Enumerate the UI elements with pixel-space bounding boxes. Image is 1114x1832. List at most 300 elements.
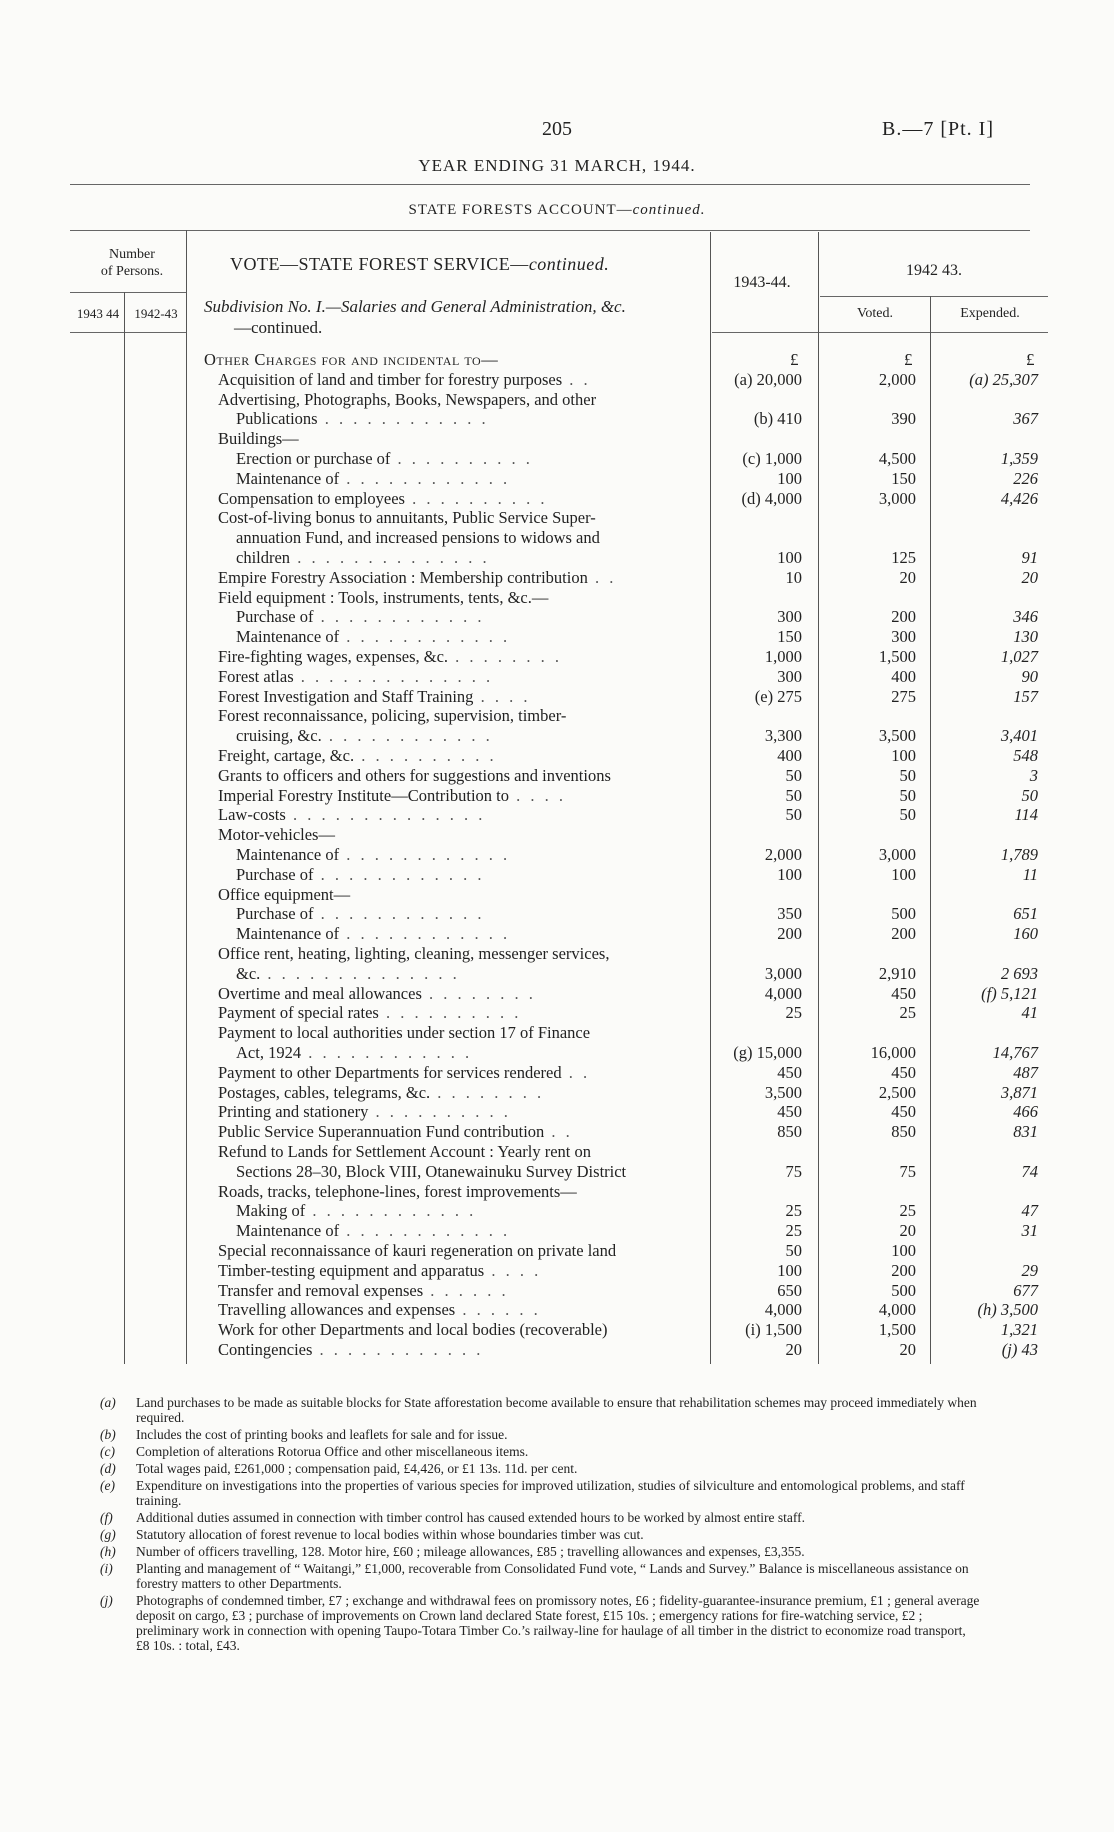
footnote-mark: (f) — [100, 1510, 113, 1525]
row-label — [218, 885, 350, 904]
value-expended: 3,401 — [1000, 726, 1038, 746]
footnote — [100, 1593, 980, 1653]
row-leader-dots: . . . . . . . . . . — [368, 1102, 511, 1122]
footnote-mark: (c) — [100, 1444, 115, 1459]
row-leader-dots: . . — [561, 1062, 591, 1082]
row-label-text: children — [236, 548, 291, 567]
account-title-text: STATE FORESTS ACCOUNT— — [408, 202, 633, 218]
value-voted: 100 — [891, 746, 916, 765]
row-leader-dots: . . . . . . . . — [448, 647, 563, 666]
row-leader-dots: . . — [587, 567, 617, 587]
value-1943-44: (e) 275 — [754, 686, 802, 706]
row-label — [218, 687, 530, 706]
table-row — [0, 469, 1114, 488]
row-label-text: Cost-of-living bonus to annuitants, Public Service Super- — [218, 508, 596, 528]
footnote-text: Land purchases to be made as suitable blocks for State afforestation become available to ensure that rehabilitation schemes may proceed immediately when required. — [136, 1395, 977, 1425]
row-label — [218, 667, 493, 686]
row-label — [218, 429, 299, 448]
footnote-mark: (h) — [100, 1544, 116, 1559]
row-leader-dots: . . . . . . . . — [421, 983, 536, 1003]
row-label-text: &c. — [236, 963, 261, 983]
row-label — [236, 924, 510, 943]
value-expended: 831 — [1013, 1122, 1038, 1142]
footnote — [100, 1527, 980, 1542]
value-expended: 1,321 — [1000, 1320, 1038, 1340]
row-leader-dots: . . . . . . . . . . — [390, 449, 533, 468]
row-label-text: Office equipment— — [218, 884, 351, 904]
row-label-text: Grants to officers and others for suggestions and inventions — [218, 765, 611, 785]
value-voted: 3,000 — [878, 845, 916, 864]
value-expended: 226 — [1013, 468, 1038, 488]
value-expended: 3 — [1029, 765, 1038, 785]
footnote — [100, 1510, 980, 1525]
row-label-text: Overtime and meal allowances — [218, 983, 422, 1003]
value-expended: 11 — [1022, 864, 1038, 884]
table-row — [0, 1142, 1114, 1161]
row-label — [218, 786, 566, 805]
row-leader-dots: . . . . . . . . . . . . — [339, 924, 511, 944]
row-label — [218, 1122, 573, 1141]
row-label — [218, 1261, 541, 1280]
row-label-text: cruising, &c. — [236, 726, 322, 746]
table-row — [0, 370, 1114, 389]
row-label — [218, 944, 609, 963]
value-expended: 20 — [1021, 567, 1038, 587]
row-leader-dots: . . . . . . . . . . . . — [305, 1201, 477, 1221]
row-label — [236, 528, 600, 547]
row-label — [236, 964, 460, 983]
row-label-text: Forest Investigation and Staff Training — [218, 686, 474, 706]
value-voted: 450 — [891, 1062, 916, 1082]
table-row — [0, 350, 1114, 369]
table-row — [0, 865, 1114, 884]
row-label-text: Purchase of — [236, 607, 314, 627]
currency-voted: £ — [904, 350, 913, 369]
value-voted: 200 — [891, 924, 916, 944]
row-label — [236, 1201, 476, 1220]
row-label-text: Office rent, heating, lighting, cleaning, messenger services, — [218, 944, 610, 963]
subdivision-text: Subdivision No. I.—Salaries and General Administration, &c. — [204, 297, 626, 316]
row-label — [218, 1003, 521, 1022]
column-header-voted: Voted. — [857, 306, 893, 321]
value-expended: 157 — [1013, 686, 1038, 706]
table-row — [0, 1320, 1114, 1339]
value-1943-44: 100 — [777, 468, 802, 488]
row-label-text: Payment to other Departments for services rendered — [218, 1062, 562, 1082]
value-expended: 2 693 — [1000, 963, 1038, 983]
table-row — [0, 766, 1114, 785]
subdivision-continued: —continued. — [234, 318, 323, 337]
row-label-text: Special reconnaissance of kauri regeneration on private land — [218, 1241, 617, 1260]
row-leader-dots: . . . . . . . . . . . . . . — [285, 805, 486, 825]
value-expended: 367 — [1013, 409, 1038, 429]
value-voted: 1,500 — [878, 647, 916, 666]
table-row — [0, 1261, 1114, 1280]
table-row — [0, 964, 1114, 983]
footnote-mark: (i) — [100, 1561, 113, 1576]
row-label — [218, 825, 335, 844]
value-voted: 3,500 — [878, 726, 916, 746]
row-label-text: Maintenance of — [236, 1221, 340, 1241]
row-label-text: Public Service Superannuation Fund contribution — [218, 1122, 545, 1142]
column-header-1942-43: 1942 43. — [906, 262, 962, 279]
row-label-text: Payment of special rates — [218, 1003, 379, 1023]
row-label — [204, 350, 498, 369]
account-title-continued: continued. — [632, 202, 706, 218]
value-1943-44: 75 — [785, 1161, 802, 1181]
row-label-text: Law-costs — [218, 805, 286, 825]
row-label — [218, 706, 566, 725]
value-voted: 50 — [899, 785, 916, 805]
value-1943-44: 300 — [777, 607, 802, 627]
row-label — [236, 904, 484, 923]
row-label — [236, 726, 493, 745]
row-label-text: Contingencies — [218, 1340, 313, 1359]
value-voted: 1,500 — [878, 1320, 916, 1340]
row-label — [218, 508, 596, 527]
footnote — [100, 1461, 980, 1476]
value-expended: 114 — [1014, 805, 1038, 825]
value-1943-44: 25 — [785, 1221, 802, 1241]
row-label — [236, 469, 510, 488]
value-1943-44: 2,000 — [764, 845, 802, 864]
value-1943-44: 3,000 — [764, 963, 802, 983]
row-label — [236, 1162, 626, 1181]
value-1943-44: 50 — [785, 765, 802, 785]
row-label-text: Sections 28–30, Block VIII, Otanewainuku Survey District — [236, 1161, 627, 1181]
value-1943-44: 3,300 — [764, 726, 802, 746]
row-leader-dots: . . . . . . . . . . . . — [312, 1340, 484, 1359]
row-leader-dots: . . . . — [509, 785, 567, 805]
row-label-text: Buildings— — [218, 429, 299, 449]
row-label — [218, 1102, 511, 1121]
value-1943-44: 50 — [785, 1241, 802, 1260]
table-row — [0, 1122, 1114, 1141]
value-expended: 487 — [1013, 1062, 1038, 1082]
row-label-text: Purchase of — [236, 864, 314, 884]
row-label-text: Timber-testing equipment and apparatus — [218, 1260, 485, 1280]
value-expended: 4,426 — [1000, 488, 1038, 508]
year-heading: YEAR ENDING 31 MARCH, 1944. — [418, 156, 696, 175]
row-label-text: Imperial Forestry Institute—Contribution to — [218, 785, 510, 805]
table-row — [0, 984, 1114, 1003]
footnote-text: Additional duties assumed in connection with timber control has caused extended hours to be worked by almost entire staff. — [136, 1510, 805, 1525]
persons-year-rule — [70, 332, 186, 333]
row-leader-dots: . . . . . . . . . . . . — [321, 726, 493, 746]
value-voted: 850 — [891, 1122, 916, 1142]
value-expended: 31 — [1021, 1221, 1038, 1241]
column-header-expended: Expended. — [960, 306, 1020, 321]
table-row — [0, 409, 1114, 428]
row-label-text: Maintenance of — [236, 468, 340, 488]
column-header-rule — [712, 332, 1048, 333]
value-expended: 160 — [1013, 924, 1038, 944]
value-expended: 14,767 — [992, 1043, 1038, 1062]
row-leader-dots: . . . . . . . . . . . . — [313, 607, 485, 627]
row-label — [218, 984, 536, 1003]
row-label — [218, 746, 497, 765]
table-row — [0, 1241, 1114, 1260]
row-label-text: Forest reconnaissance, policing, supervision, timber- — [218, 706, 567, 726]
currency-1943-44: £ — [790, 350, 799, 369]
value-voted: 100 — [891, 864, 916, 884]
value-voted: 450 — [891, 983, 916, 1003]
table-row — [0, 944, 1114, 963]
row-label — [236, 607, 484, 626]
footnote-mark: (j) — [100, 1593, 113, 1608]
value-voted: 4,000 — [878, 1300, 916, 1320]
value-voted: 20 — [899, 1221, 916, 1241]
value-voted: 75 — [899, 1161, 916, 1181]
value-1943-44: 50 — [785, 805, 802, 825]
table-row — [0, 588, 1114, 607]
table-row — [0, 627, 1114, 646]
row-label — [218, 1300, 541, 1319]
account-title — [0, 202, 1114, 219]
table-row — [0, 607, 1114, 626]
row-label-text: Other Charges for and incidental to— — [204, 350, 499, 369]
row-label — [218, 766, 611, 785]
row-leader-dots: . . . . — [484, 1260, 542, 1280]
footnote — [100, 1427, 980, 1442]
table-row — [0, 1221, 1114, 1240]
value-expended: (j) 43 — [1001, 1340, 1038, 1359]
row-label — [218, 489, 547, 508]
value-expended: (h) 3,500 — [977, 1300, 1038, 1320]
row-label-text: Empire Forestry Association : Membership contribution — [218, 567, 588, 587]
row-label-text: Publications — [236, 409, 318, 429]
footnote — [100, 1395, 980, 1425]
value-1943-44: 400 — [777, 746, 802, 765]
table-row — [0, 904, 1114, 923]
row-leader-dots: . . . . . . . . . . . . — [339, 845, 511, 864]
value-1943-44: 150 — [777, 627, 802, 647]
table-row — [0, 1102, 1114, 1121]
value-expended: 1,359 — [1000, 449, 1038, 468]
table-row — [0, 1023, 1114, 1042]
row-label-text: Maintenance of — [236, 627, 340, 647]
table-row — [0, 1281, 1114, 1300]
value-voted: 390 — [891, 409, 916, 429]
value-expended: 651 — [1013, 904, 1038, 924]
row-label-text: Forest atlas — [218, 666, 294, 686]
value-expended: 466 — [1013, 1102, 1038, 1122]
row-label — [218, 568, 616, 587]
table-row — [0, 449, 1114, 468]
value-voted: 16,000 — [870, 1043, 916, 1062]
row-leader-dots: . . . . . . — [455, 1300, 541, 1320]
row-leader-dots: . . . . . . — [423, 1280, 509, 1300]
value-expended: 50 — [1021, 785, 1038, 805]
row-label — [236, 865, 484, 884]
row-label — [236, 409, 489, 428]
table-row — [0, 845, 1114, 864]
table-row — [0, 508, 1114, 527]
row-label-text: Printing and stationery — [218, 1102, 369, 1122]
vote-title-continued: continued. — [528, 254, 610, 274]
row-leader-dots: . . — [562, 369, 591, 389]
currency-expended: £ — [1026, 350, 1035, 369]
row-label-text: Acquisition of land and timber for forestry purposes — [218, 369, 563, 389]
value-voted: 3,000 — [878, 488, 916, 508]
value-1943-44: 4,000 — [764, 983, 802, 1003]
value-voted: 50 — [899, 805, 916, 825]
table-row — [0, 1340, 1114, 1359]
table-row — [0, 1201, 1114, 1220]
footnote-text: Expenditure on investigations into the properties of various species for improved utilization, studies of silviculture and entomological problems, and staff training. — [136, 1478, 965, 1508]
table-row — [0, 1063, 1114, 1082]
value-voted: 50 — [899, 765, 916, 785]
row-label — [218, 390, 596, 409]
document-reference: B.—7 [Pt. I] — [882, 118, 994, 140]
row-label-text: Maintenance of — [236, 845, 340, 864]
value-voted: 500 — [891, 1280, 916, 1300]
persons-header-line2: of Persons. — [100, 264, 164, 279]
row-label — [218, 370, 591, 389]
footnote-mark: (b) — [100, 1427, 116, 1442]
table-row — [0, 924, 1114, 943]
footnote-text: Total wages paid, £261,000 ; compensation paid, £4,426, or £1 13s. 11d. per cent. — [136, 1461, 578, 1476]
table-row — [0, 825, 1114, 844]
value-voted: 500 — [891, 904, 916, 924]
persons-header-line1: Number — [109, 247, 155, 262]
header-rule — [70, 184, 1030, 185]
row-label-text: Erection or purchase of — [236, 449, 391, 468]
value-1943-44: (i) 1,500 — [745, 1320, 802, 1340]
row-label — [218, 1281, 509, 1300]
value-expended: 91 — [1021, 548, 1038, 567]
row-label — [236, 548, 490, 567]
value-voted: 200 — [891, 1260, 916, 1280]
row-label-text: Making of — [236, 1201, 306, 1221]
row-leader-dots: . . . . . . . . . . — [354, 746, 497, 765]
row-label-text: Maintenance of — [236, 924, 340, 944]
row-label — [236, 1221, 510, 1240]
row-label — [218, 1182, 577, 1201]
row-leader-dots: . . . . . . . . . . . . . . — [260, 963, 460, 983]
footnote-text: Completion of alterations Rotorua Office and other miscellaneous items. — [136, 1444, 529, 1459]
value-voted: 25 — [899, 1003, 916, 1023]
row-label — [236, 1043, 472, 1062]
value-1943-44: (a) 20,000 — [734, 369, 802, 389]
row-label-text: Motor-vehicles— — [218, 825, 335, 845]
table-top-rule — [70, 230, 1030, 231]
value-1943-44: 350 — [777, 904, 802, 924]
table-row — [0, 390, 1114, 409]
value-1943-44: 100 — [777, 864, 802, 884]
value-1943-44: 850 — [777, 1122, 802, 1142]
footnote-mark: (e) — [100, 1478, 115, 1493]
value-voted: 4,500 — [878, 449, 916, 468]
page-number: 205 — [542, 118, 572, 140]
row-label — [236, 845, 510, 864]
row-label-text: Travelling allowances and expenses — [218, 1300, 456, 1320]
row-leader-dots: . . . . . . . . . . . . — [313, 904, 485, 924]
footnote-mark: (a) — [100, 1395, 116, 1410]
value-1943-44: 300 — [777, 666, 802, 686]
value-1943-44: 200 — [777, 924, 802, 944]
table-row — [0, 805, 1114, 824]
value-expended: 1,789 — [1000, 845, 1038, 864]
row-label — [236, 627, 510, 646]
value-expended: 74 — [1021, 1161, 1038, 1181]
row-label-text: Compensation to employees — [218, 488, 405, 508]
row-label — [236, 449, 533, 468]
row-label-text: annuation Fund, and increased pensions to widows and — [236, 528, 600, 548]
value-expended: 3,871 — [1000, 1082, 1038, 1102]
value-1943-44: 450 — [777, 1062, 802, 1082]
value-1943-44: 25 — [785, 1003, 802, 1023]
value-1943-44: 25 — [785, 1201, 802, 1221]
table-row — [0, 647, 1114, 666]
footnote — [100, 1478, 980, 1508]
table-row — [0, 568, 1114, 587]
row-leader-dots: . . . . . . . . . . . . . . — [290, 548, 490, 567]
row-label-text: Work for other Departments and local bodies (recoverable) — [218, 1320, 608, 1340]
value-voted: 25 — [899, 1201, 916, 1221]
row-label-text: Payment to local authorities under section 17 of Finance — [218, 1023, 591, 1043]
value-1943-44: 50 — [785, 785, 802, 805]
value-1943-44: 450 — [777, 1102, 802, 1122]
row-label-text: Advertising, Photographs, Books, Newspapers, and other — [218, 389, 597, 409]
row-label — [218, 805, 485, 824]
footnote-mark: (d) — [100, 1461, 116, 1476]
value-1943-44: (c) 1,000 — [742, 449, 802, 468]
value-1943-44: 10 — [785, 567, 802, 587]
row-label-text: Freight, cartage, &c. — [218, 746, 355, 765]
row-label — [218, 1241, 616, 1260]
table-row — [0, 528, 1114, 547]
row-label-text: Field equipment : Tools, instruments, tents, &c.— — [218, 587, 549, 607]
row-leader-dots: . . . . . . . . . . . . . . — [293, 666, 494, 686]
row-leader-dots: . . . . . . . . . . . . — [339, 468, 511, 488]
value-voted: 2,500 — [878, 1082, 916, 1102]
table-row — [0, 1162, 1114, 1181]
table-row — [0, 726, 1114, 745]
footnote-text: Planting and management of “ Waitangi,” £1,000, recoverable from Consolidated Fund vote, “ Lands and Survey.” Balance is miscellaneous assistance on forestry matters to other Departments. — [136, 1561, 969, 1591]
table-row — [0, 706, 1114, 725]
row-label-text: Postages, cables, telegrams, &c. — [218, 1082, 431, 1102]
row-label-text: Purchase of — [236, 904, 314, 924]
footnote — [100, 1444, 980, 1459]
row-label — [218, 647, 562, 666]
footnote-text: Includes the cost of printing books and leaflets for sale and for issue. — [136, 1427, 508, 1442]
value-1943-44: (b) 410 — [753, 409, 802, 429]
value-expended: 677 — [1013, 1280, 1038, 1300]
value-1943-44: (g) 15,000 — [733, 1043, 802, 1062]
table-row — [0, 885, 1114, 904]
persons-header-rule — [70, 292, 186, 293]
row-label — [218, 1023, 590, 1042]
row-label-text: Refund to Lands for Settlement Account : Yearly rent on — [218, 1142, 592, 1161]
value-voted: 450 — [891, 1102, 916, 1122]
footnote-mark: (g) — [100, 1527, 116, 1542]
value-expended: (a) 25,307 — [969, 369, 1038, 389]
row-label — [218, 1142, 591, 1161]
row-leader-dots: . . . . — [473, 686, 531, 706]
value-voted: 200 — [891, 607, 916, 627]
footnote-text: Number of officers travelling, 128. Motor hire, £60 ; mileage allowances, £85 ; travelling allowances and expenses, £3,355. — [136, 1544, 805, 1559]
value-expended: 41 — [1021, 1003, 1038, 1023]
value-1943-44: (d) 4,000 — [741, 488, 802, 508]
row-label-text: Transfer and removal expenses — [218, 1280, 424, 1300]
row-leader-dots: . . . . . . . . . . . . — [301, 1043, 473, 1062]
footnote-text: Photographs of condemned timber, £7 ; exchange and withdrawal fees on promissory notes, £6 ; fidelity-guarantee-insurance premium, £1 ; general average deposit on cargo, £3 ; purchase of improvements on Crown land declared State forest, £15 10s. ; emergency rations for fire-watching service, £2 ; preliminary work in connection with opening Taupo-Totara Timber Co.’s railway-line for haulage of all timber in the district to economize road transport, £8 10s. : total, £43. — [136, 1593, 980, 1653]
value-voted: 2,910 — [878, 963, 916, 983]
table-row — [0, 489, 1114, 508]
value-1943-44: 1,000 — [764, 647, 802, 666]
table-row — [0, 1300, 1114, 1319]
